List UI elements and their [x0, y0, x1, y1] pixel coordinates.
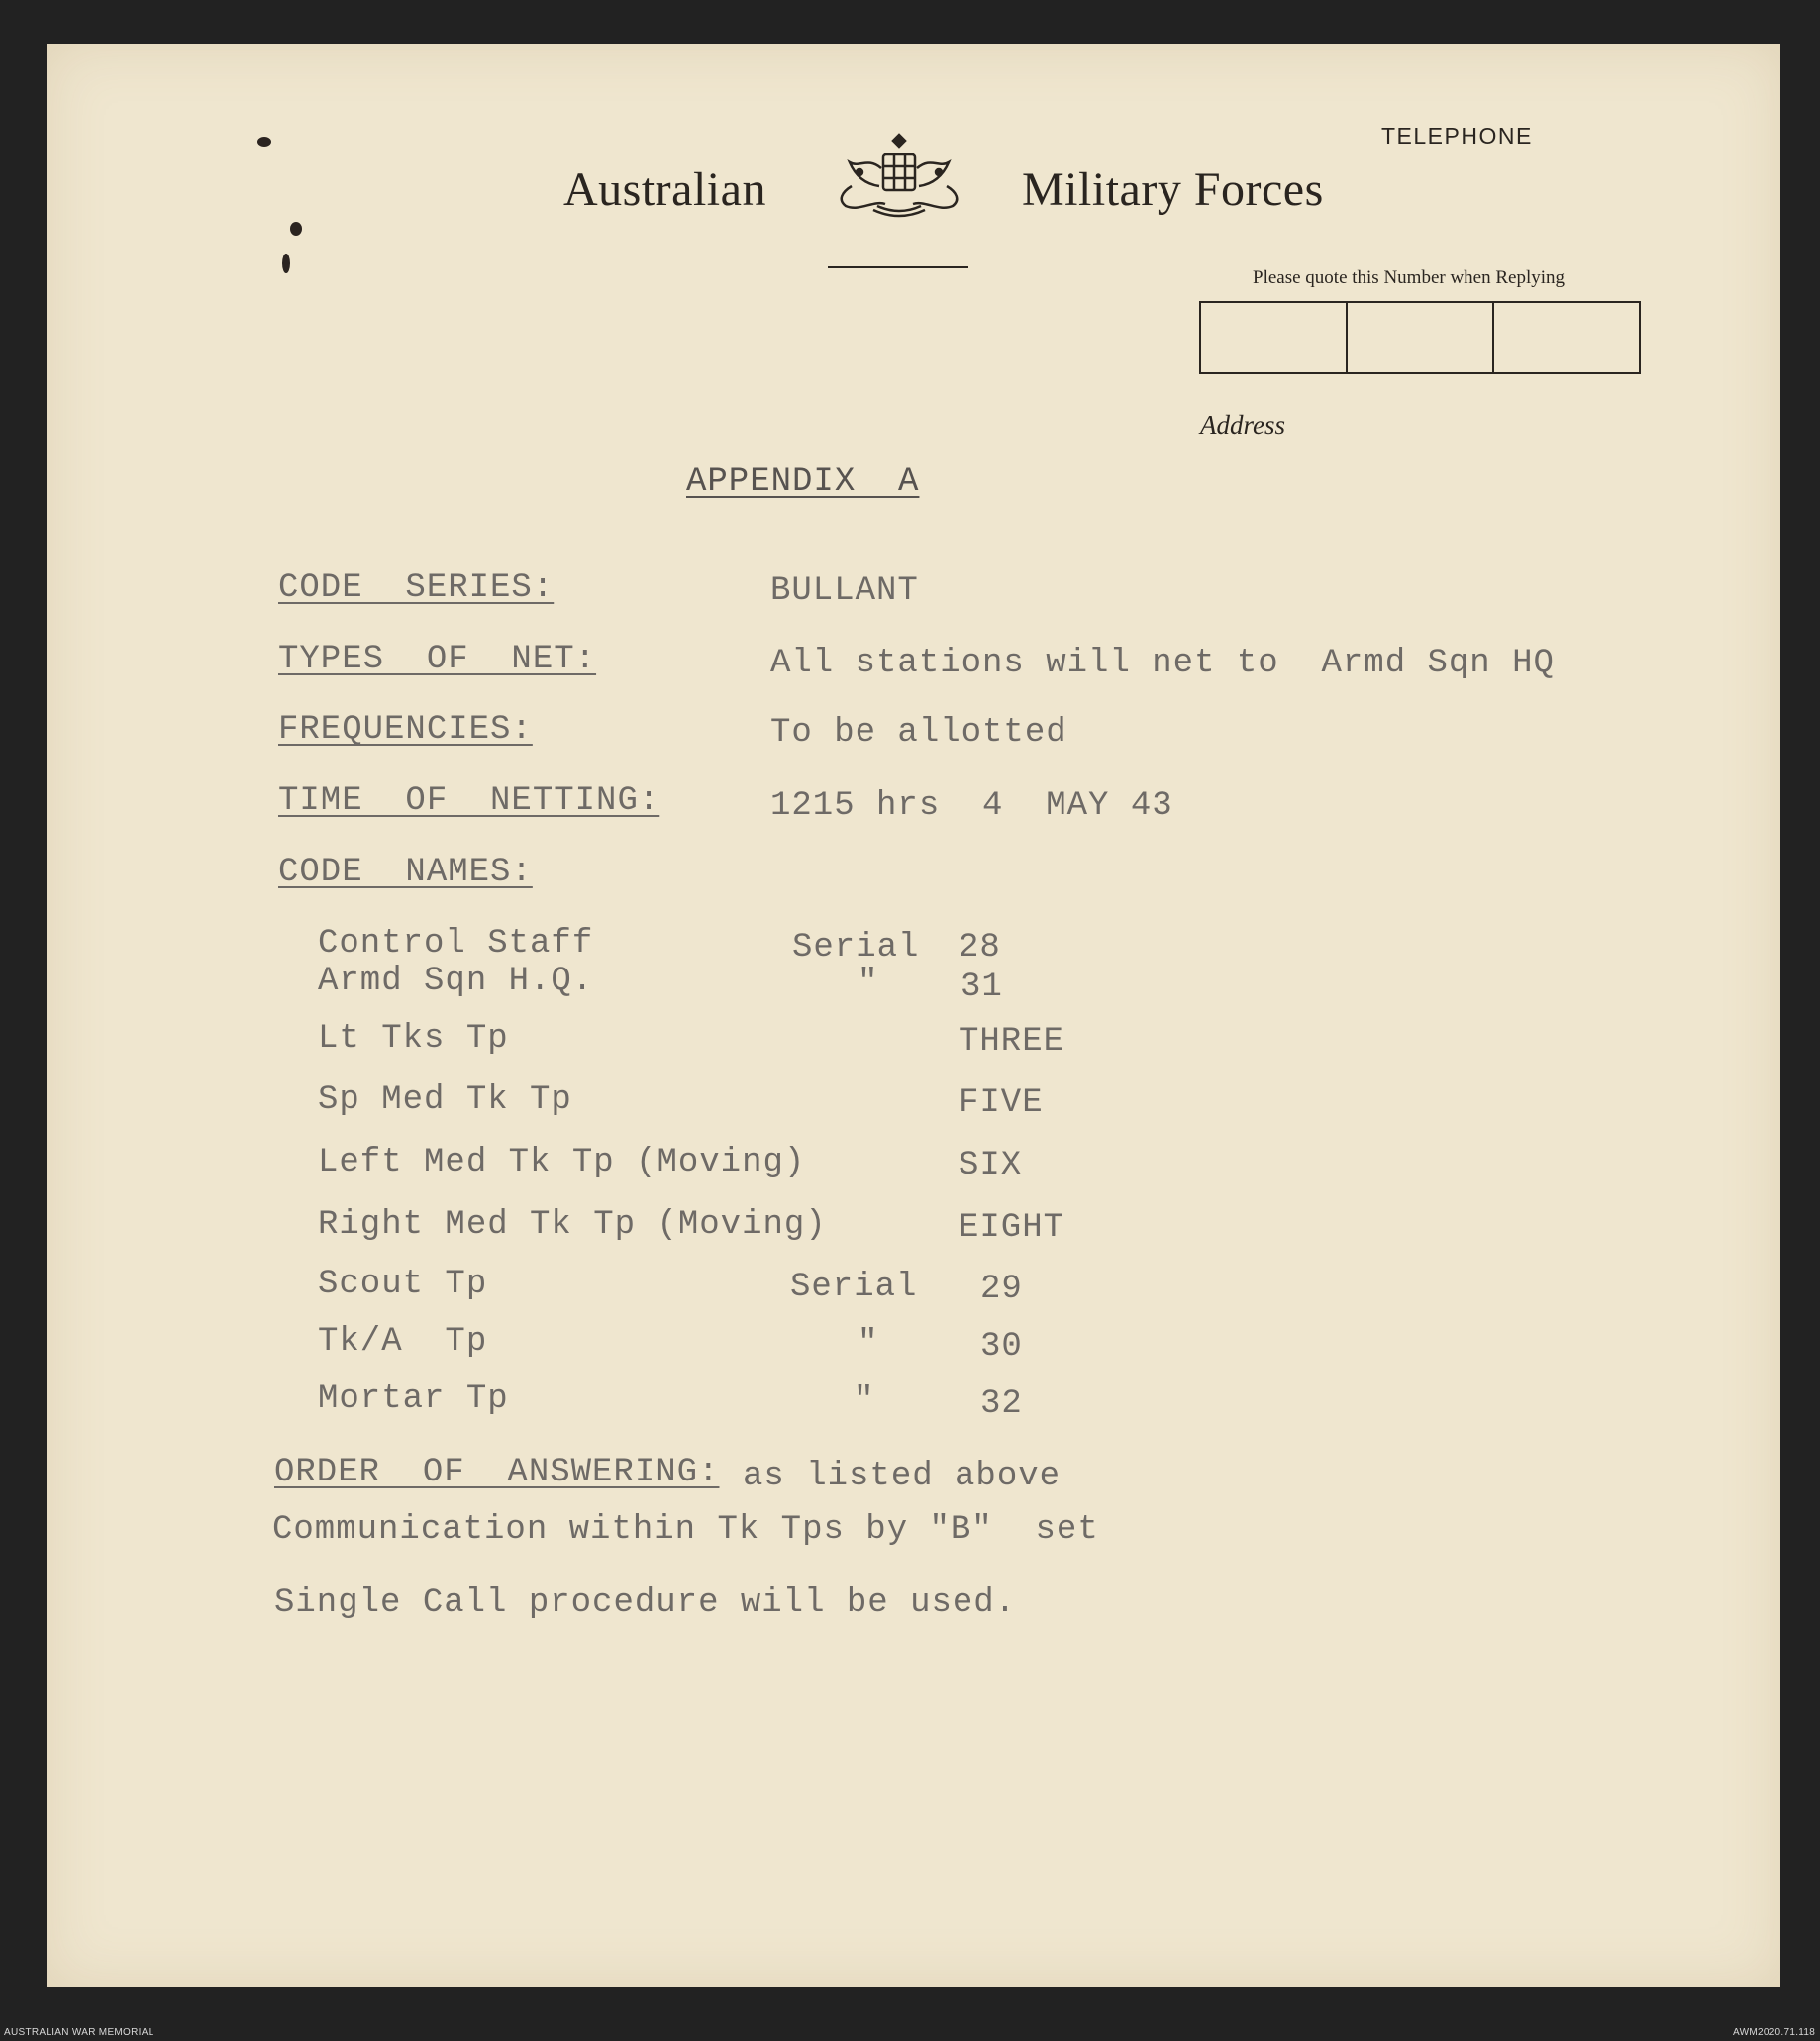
code-value: SIX [959, 1147, 1023, 1184]
code-value: FIVE [959, 1084, 1044, 1122]
code-kind: Serial [790, 1269, 918, 1306]
punch-hole-mark [290, 222, 302, 236]
reference-number-box [1199, 301, 1641, 374]
order-of-answering-value: as listed above [743, 1458, 1062, 1495]
code-name-entry: Right Med Tk Tp (Moving) [318, 1206, 827, 1244]
field-value-frequencies: To be allotted [770, 714, 1067, 752]
letterhead-military-forces: Military Forces [1022, 163, 1324, 216]
reference-number-cell [1494, 303, 1639, 372]
code-name-entry: Sp Med Tk Tp [318, 1081, 572, 1119]
field-label-types-of-net: TYPES OF NET: [278, 641, 597, 678]
code-kind: Serial [792, 929, 920, 967]
telephone-label: TELEPHONE [1381, 123, 1533, 149]
code-name-entry: Control Staff [318, 925, 594, 963]
order-of-answering-label: ORDER OF ANSWERING: [274, 1454, 720, 1491]
punch-hole-mark [282, 254, 290, 273]
field-label-code-series: CODE SERIES: [278, 569, 555, 607]
reference-number-cell [1348, 303, 1494, 372]
code-name-entry: Lt Tks Tp [318, 1020, 509, 1058]
code-name-entry: Armd Sqn H.Q. [318, 963, 594, 1000]
code-value: THREE [959, 1023, 1065, 1061]
code-name-entry: Left Med Tk Tp (Moving) [318, 1144, 806, 1181]
reference-number-cell [1201, 303, 1348, 372]
field-label-code-names: CODE NAMES: [278, 854, 533, 891]
code-name-entry: Tk/A Tp [318, 1323, 488, 1361]
punch-hole-mark [257, 137, 271, 147]
field-value-types-of-net: All stations will net to Armd Sqn HQ [770, 645, 1555, 682]
note-communication: Communication within Tk Tps by "B" set [272, 1511, 1099, 1549]
code-value: 29 [980, 1271, 1023, 1308]
code-value: 28 [959, 929, 1001, 967]
code-value: 30 [980, 1328, 1023, 1366]
coat-of-arms-icon [830, 129, 968, 228]
code-name-entry: Scout Tp [318, 1266, 488, 1303]
field-label-time-of-netting: TIME OF NETTING: [278, 782, 660, 820]
field-value-code-series: BULLANT [770, 572, 919, 610]
field-value-time-of-netting: 1215 hrs 4 MAY 43 [770, 787, 1173, 825]
code-kind: " [858, 965, 879, 1002]
code-name-entry: Mortar Tp [318, 1380, 509, 1418]
letterhead-rule [828, 266, 968, 268]
code-value: EIGHT [959, 1209, 1065, 1247]
note-single-call: Single Call procedure will be used. [274, 1584, 1017, 1622]
letterhead-australian: Australian [563, 163, 766, 216]
address-label: Address [1200, 410, 1285, 440]
footer-institution: AUSTRALIAN WAR MEMORIAL [4, 2027, 154, 2038]
code-value: 31 [961, 969, 1003, 1006]
footer-accession-number: AWM2020.71.118 [1733, 2027, 1816, 2038]
appendix-title: APPENDIX A [686, 463, 920, 501]
code-value: 32 [980, 1385, 1023, 1423]
quote-number-note: Please quote this Number when Replying [1253, 267, 1566, 288]
code-kind: " [854, 1382, 875, 1420]
code-kind: " [858, 1325, 879, 1363]
field-label-frequencies: FREQUENCIES: [278, 711, 533, 749]
